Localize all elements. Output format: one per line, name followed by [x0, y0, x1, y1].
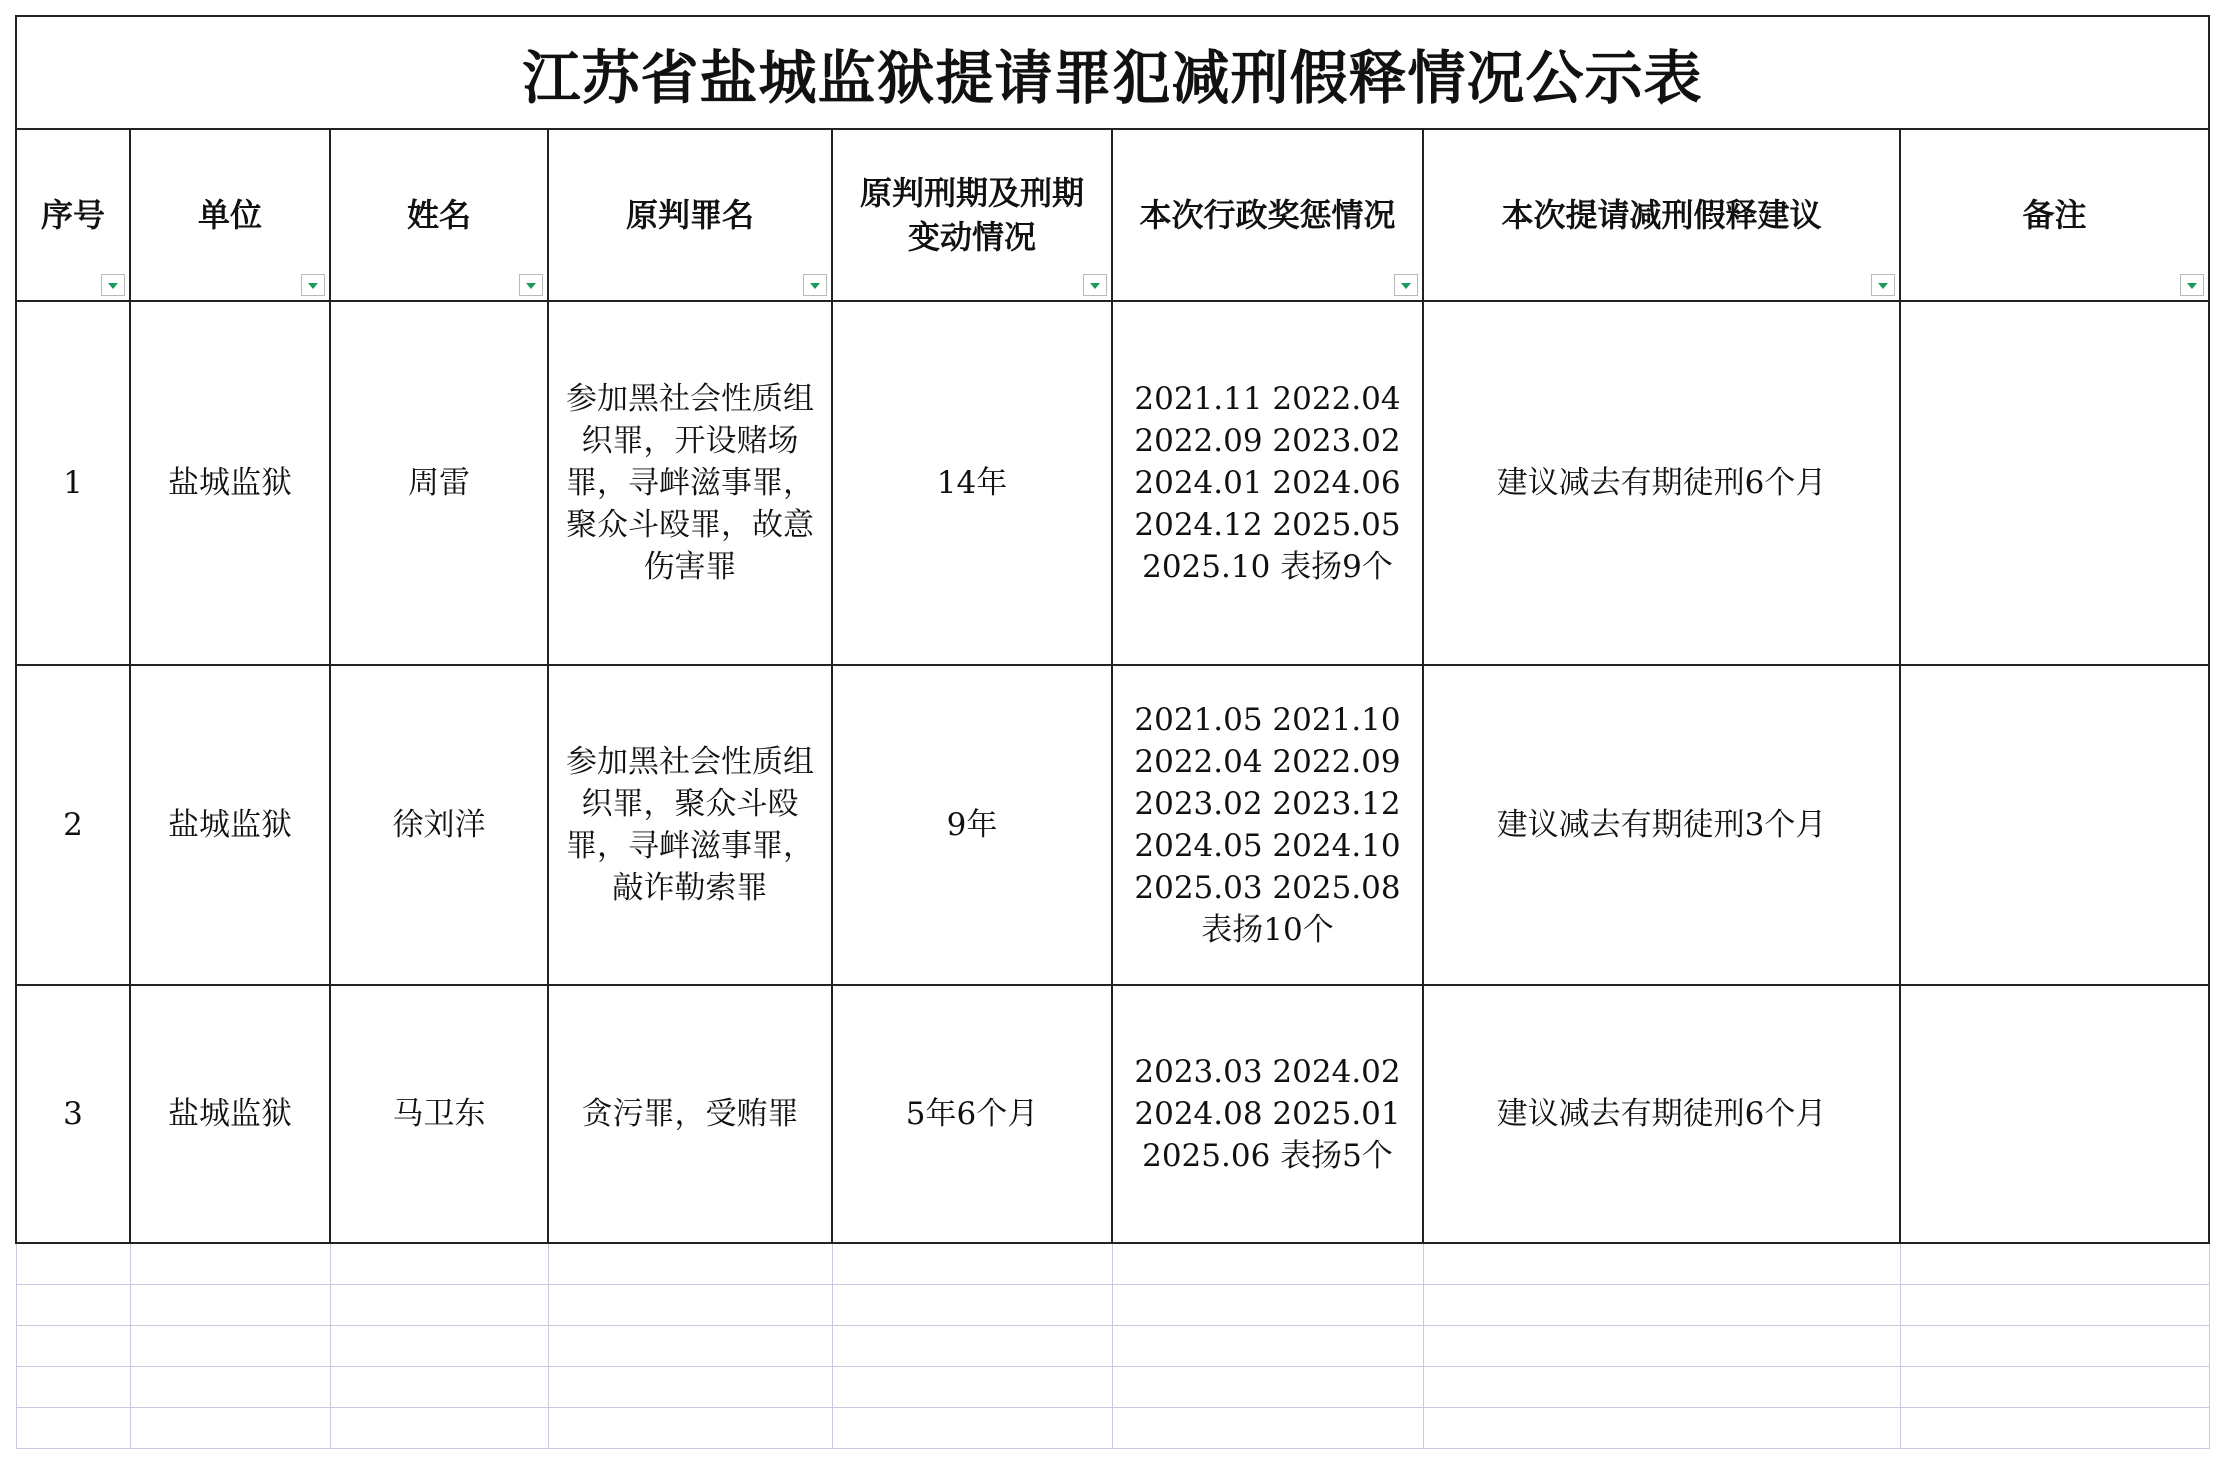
cell-no[interactable]: 1 — [16, 301, 130, 665]
empty-cell[interactable] — [832, 1285, 1112, 1326]
empty-cell[interactable] — [16, 1408, 130, 1449]
header-cell-remark: 备注 — [1900, 129, 2209, 301]
empty-cell[interactable] — [1423, 1243, 1900, 1285]
empty-cell[interactable] — [1900, 1408, 2209, 1449]
empty-cell[interactable] — [1112, 1367, 1423, 1408]
empty-cell[interactable] — [130, 1408, 330, 1449]
header-cell-crime: 原判罪名 — [548, 129, 832, 301]
filter-dropdown-icon[interactable] — [519, 274, 543, 296]
empty-cell[interactable] — [1112, 1326, 1423, 1367]
empty-cell[interactable] — [832, 1408, 1112, 1449]
cell-proposal[interactable]: 建议减去有期徒刑6个月 — [1423, 301, 1900, 665]
table-title: 江苏省盐城监狱提请罪犯减刑假释情况公示表 — [16, 16, 2209, 129]
cell-no[interactable]: 3 — [16, 985, 130, 1243]
empty-cell[interactable] — [1112, 1243, 1423, 1285]
header-row — [16, 129, 2209, 301]
empty-row — [16, 1326, 2209, 1367]
cell-sentence[interactable]: 5年6个月 — [832, 985, 1112, 1243]
empty-cell[interactable] — [548, 1367, 832, 1408]
announcement-table — [15, 15, 2210, 1449]
header-cell-unit: 单位 — [130, 129, 330, 301]
empty-cell[interactable] — [1900, 1367, 2209, 1408]
empty-cell[interactable] — [1900, 1285, 2209, 1326]
table-row — [16, 665, 2209, 985]
table-row — [16, 985, 2209, 1243]
filter-dropdown-icon[interactable] — [803, 274, 827, 296]
empty-cell[interactable] — [832, 1243, 1112, 1285]
cell-proposal[interactable]: 建议减去有期徒刑3个月 — [1423, 665, 1900, 985]
empty-cell[interactable] — [330, 1243, 548, 1285]
empty-cell[interactable] — [130, 1326, 330, 1367]
filter-dropdown-icon[interactable] — [1871, 274, 1895, 296]
cell-name[interactable]: 马卫东 — [330, 985, 548, 1243]
empty-cell[interactable] — [1112, 1285, 1423, 1326]
empty-row — [16, 1408, 2209, 1449]
empty-cell[interactable] — [330, 1285, 548, 1326]
filter-dropdown-icon[interactable] — [301, 274, 325, 296]
empty-cell[interactable] — [1900, 1243, 2209, 1285]
empty-cell[interactable] — [130, 1243, 330, 1285]
empty-cell[interactable] — [548, 1285, 832, 1326]
empty-cell[interactable] — [1423, 1285, 1900, 1326]
cell-crime[interactable]: 参加黑社会性质组 织罪，开设赌场 罪，寻衅滋事罪， 聚众斗殴罪，故意 伤害罪 — [548, 301, 832, 665]
cell-remark[interactable] — [1900, 985, 2209, 1243]
header-cell-no: 序号 — [16, 129, 130, 301]
spreadsheet — [15, 15, 2208, 1449]
header-cell-proposal: 本次提请减刑假释建议 — [1423, 129, 1900, 301]
cell-sentence[interactable]: 9年 — [832, 665, 1112, 985]
table-row — [16, 301, 2209, 665]
empty-cell[interactable] — [548, 1408, 832, 1449]
empty-cell[interactable] — [832, 1367, 1112, 1408]
empty-cell[interactable] — [130, 1285, 330, 1326]
cell-sentence[interactable]: 14年 — [832, 301, 1112, 665]
cell-awards[interactable]: 2023.03 2024.02 2024.08 2025.01 2025.06 表扬5个 — [1112, 985, 1423, 1243]
filter-dropdown-icon[interactable] — [2180, 274, 2204, 296]
filter-dropdown-icon[interactable] — [1394, 274, 1418, 296]
cell-crime[interactable]: 贪污罪，受贿罪 — [548, 985, 832, 1243]
empty-cell[interactable] — [16, 1285, 130, 1326]
empty-cell[interactable] — [1900, 1326, 2209, 1367]
cell-remark[interactable] — [1900, 665, 2209, 985]
empty-cell[interactable] — [130, 1367, 330, 1408]
cell-awards[interactable]: 2021.05 2021.10 2022.04 2022.09 2023.02 2023.12 2024.05 2024.10 2025.03 2025.08 表扬10个 — [1112, 665, 1423, 985]
header-cell-sentence: 原判刑期及刑期 变动情况 — [832, 129, 1112, 301]
empty-cell[interactable] — [548, 1326, 832, 1367]
cell-name[interactable]: 徐刘洋 — [330, 665, 548, 985]
filter-dropdown-icon[interactable] — [1083, 274, 1107, 296]
cell-crime[interactable]: 参加黑社会性质组 织罪，聚众斗殴 罪，寻衅滋事罪， 敲诈勒索罪 — [548, 665, 832, 985]
empty-cell[interactable] — [1423, 1408, 1900, 1449]
empty-cell[interactable] — [832, 1326, 1112, 1367]
empty-cell[interactable] — [16, 1243, 130, 1285]
empty-cell[interactable] — [330, 1408, 548, 1449]
empty-row — [16, 1367, 2209, 1408]
cell-unit[interactable]: 盐城监狱 — [130, 985, 330, 1243]
header-cell-awards: 本次行政奖惩情况 — [1112, 129, 1423, 301]
header-cell-name: 姓名 — [330, 129, 548, 301]
cell-name[interactable]: 周雷 — [330, 301, 548, 665]
empty-cell[interactable] — [16, 1367, 130, 1408]
empty-row — [16, 1243, 2209, 1285]
empty-cell[interactable] — [1112, 1408, 1423, 1449]
empty-cell[interactable] — [548, 1243, 832, 1285]
empty-cell[interactable] — [16, 1326, 130, 1367]
cell-proposal[interactable]: 建议减去有期徒刑6个月 — [1423, 985, 1900, 1243]
empty-cell[interactable] — [1423, 1367, 1900, 1408]
cell-unit[interactable]: 盐城监狱 — [130, 665, 330, 985]
empty-cell[interactable] — [330, 1326, 548, 1367]
empty-cell[interactable] — [330, 1367, 548, 1408]
empty-row — [16, 1285, 2209, 1326]
cell-remark[interactable] — [1900, 301, 2209, 665]
filter-dropdown-icon[interactable] — [101, 274, 125, 296]
cell-awards[interactable]: 2021.11 2022.04 2022.09 2023.02 2024.01 2024.06 2024.12 2025.05 2025.10 表扬9个 — [1112, 301, 1423, 665]
cell-no[interactable]: 2 — [16, 665, 130, 985]
empty-cell[interactable] — [1423, 1326, 1900, 1367]
cell-unit[interactable]: 盐城监狱 — [130, 301, 330, 665]
